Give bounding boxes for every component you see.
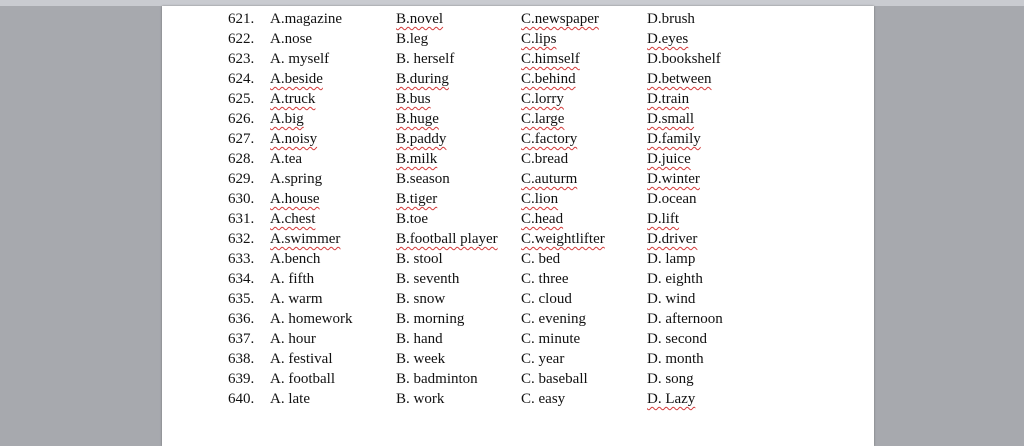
question-row [162, 49, 874, 69]
option-c: C. evening [521, 311, 586, 327]
option-c: C. baseball [521, 371, 588, 387]
question-row [162, 269, 874, 289]
question-number: 640. [228, 391, 255, 407]
option-a: A.big [270, 111, 304, 127]
option-c: C.head [521, 211, 564, 227]
option-d: D.train [647, 91, 690, 107]
option-d: D. wind [647, 291, 696, 307]
question-row [162, 249, 874, 269]
option-b: B. hand [396, 331, 443, 347]
option-a: A.bench [270, 251, 321, 267]
question-row [162, 229, 874, 249]
option-b: B.bus [396, 91, 431, 107]
question-number: 625. [228, 91, 255, 107]
question-row [162, 149, 874, 169]
option-b: B.milk [396, 151, 438, 167]
question-number: 636. [228, 311, 255, 327]
question-row [162, 169, 874, 189]
option-c: C.auturm [521, 171, 578, 187]
question-number: 629. [228, 171, 255, 187]
option-d: D. month [647, 351, 704, 367]
option-b: B.huge [396, 111, 439, 127]
option-d: D.brush [647, 11, 695, 27]
option-d: D. afternoon [647, 311, 723, 327]
option-d: D.bookshelf [647, 51, 721, 67]
option-a: A. football [270, 371, 335, 387]
question-number: 633. [228, 251, 255, 267]
option-a: A.noisy [270, 131, 318, 147]
option-b: B.tiger [396, 191, 438, 207]
option-a: A.magazine [270, 11, 343, 27]
question-row [162, 29, 874, 49]
option-d: D. song [647, 371, 694, 387]
option-b: B.leg [396, 31, 429, 47]
question-row [162, 369, 874, 389]
question-number: 630. [228, 191, 255, 207]
option-b: B. work [396, 391, 445, 407]
option-b: B.season [396, 171, 450, 187]
option-b: B.paddy [396, 131, 447, 147]
option-b: B.during [396, 71, 449, 87]
option-b: B.novel [396, 11, 444, 27]
option-d: D.lift [647, 211, 680, 227]
option-c: C. easy [521, 391, 566, 407]
option-a: A.tea [270, 151, 303, 167]
question-number: 621. [228, 11, 255, 27]
question-row [162, 309, 874, 329]
option-c: C.weightlifter [521, 231, 605, 247]
option-a: A. late [270, 391, 310, 407]
question-number: 626. [228, 111, 255, 127]
question-row [162, 9, 874, 29]
question-number: 639. [228, 371, 255, 387]
question-row [162, 209, 874, 229]
option-a: A.spring [270, 171, 323, 187]
question-number: 627. [228, 131, 255, 147]
document-page[interactable] [162, 6, 874, 446]
question-row [162, 189, 874, 209]
option-a: A. hour [270, 331, 316, 347]
option-d: D.small [647, 111, 695, 127]
question-number: 638. [228, 351, 255, 367]
question-number: 622. [228, 31, 255, 47]
question-number: 634. [228, 271, 255, 287]
option-a: A.swimmer [270, 231, 341, 247]
question-row [162, 109, 874, 129]
option-c: C.factory [521, 131, 578, 147]
option-c: C.bread [521, 151, 569, 167]
option-c: C.himself [521, 51, 580, 67]
option-b: B. morning [396, 311, 465, 327]
option-c: C. minute [521, 331, 581, 347]
question-row [162, 349, 874, 369]
question-number: 628. [228, 151, 255, 167]
option-a: A. warm [270, 291, 323, 307]
question-number: 624. [228, 71, 255, 87]
option-a: A.beside [270, 71, 323, 87]
option-d: D. second [647, 331, 707, 347]
option-c: C.lips [521, 31, 557, 47]
option-b: B.toe [396, 211, 429, 227]
option-d: D.winter [647, 171, 700, 187]
option-c: C.newspaper [521, 11, 599, 27]
option-a: A.nose [270, 31, 313, 47]
option-d: D.driver [647, 231, 698, 247]
option-c: C. cloud [521, 291, 572, 307]
option-b: B.football player [396, 231, 498, 247]
option-a: A.truck [270, 91, 316, 107]
option-d: D.juice [647, 151, 691, 167]
option-a: A.house [270, 191, 320, 207]
question-number: 631. [228, 211, 255, 227]
option-c: C.large [521, 111, 565, 127]
option-c: C.lion [521, 191, 559, 207]
option-c: C. year [521, 351, 565, 367]
option-d: D.ocean [647, 191, 697, 207]
question-row [162, 329, 874, 349]
option-d: D. eighth [647, 271, 703, 287]
option-c: C. bed [521, 251, 561, 267]
option-b: B. badminton [396, 371, 478, 387]
option-a: A. myself [270, 51, 330, 67]
option-a: A. fifth [270, 271, 315, 287]
question-row [162, 69, 874, 89]
question-row [162, 89, 874, 109]
option-c: C.lorry [521, 91, 564, 107]
option-a: A.chest [270, 211, 316, 227]
option-c: C. three [521, 271, 569, 287]
question-row [162, 289, 874, 309]
option-a: A. festival [270, 351, 333, 367]
question-number: 632. [228, 231, 255, 247]
option-d: D.eyes [647, 31, 689, 47]
option-b: B. snow [396, 291, 446, 307]
question-row [162, 389, 874, 409]
option-b: B. seventh [396, 271, 460, 287]
option-d: D.family [647, 131, 701, 147]
option-d: D.between [647, 71, 712, 87]
question-number: 637. [228, 331, 255, 347]
question-number: 635. [228, 291, 255, 307]
option-c: C.behind [521, 71, 576, 87]
option-d: D. lamp [647, 251, 696, 267]
option-b: B. week [396, 351, 446, 367]
option-b: B. stool [396, 251, 443, 267]
question-row [162, 129, 874, 149]
option-b: B. herself [396, 51, 455, 67]
option-d: D. Lazy [647, 391, 696, 407]
option-a: A. homework [270, 311, 353, 327]
question-number: 623. [228, 51, 255, 67]
